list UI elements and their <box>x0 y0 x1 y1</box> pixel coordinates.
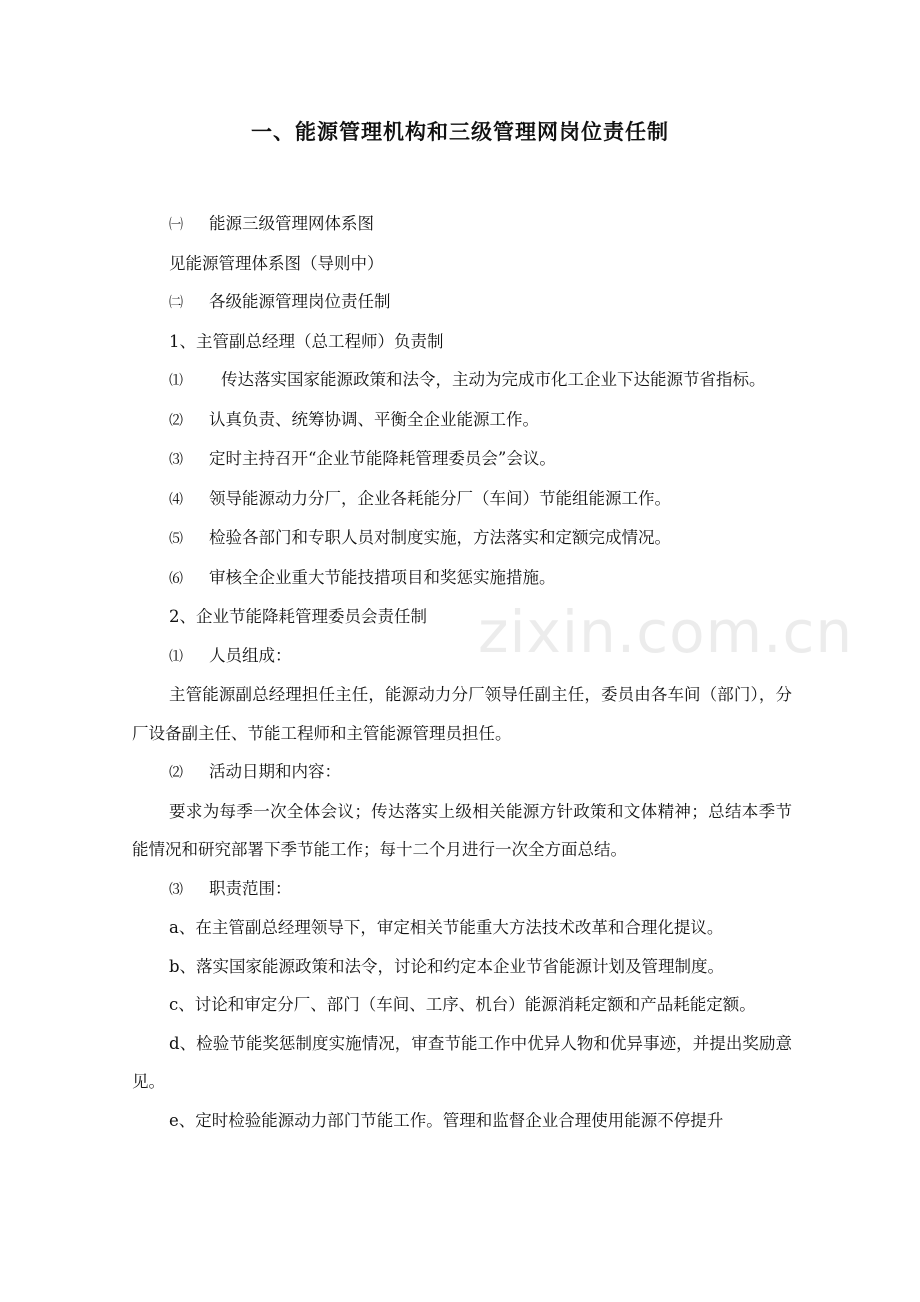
list-item <box>132 753 792 793</box>
subheading: 1、主管副总经理（总工程师）负责制 <box>169 331 444 351</box>
paragraph: 主管能源副总经理担任主任，能源动力分厂领导任副主任，委员由各车间（部门），分厂设备副主任、节能工程师和主管能源管理员担任。 <box>132 685 792 743</box>
item-text: 认真负责、统筹协调、平衡全企业能源工作。 <box>209 409 539 429</box>
item-number: ⑹ <box>169 570 183 587</box>
item-text: 传达落实国家能源政策和法令，主动为完成市化工企业下达能源节省指标。 <box>221 370 766 389</box>
paragraph: e、定时检验能源动力部门节能工作。管理和监督企业合理使用能源不停提升 <box>169 1110 724 1130</box>
item-text: 审核全企业重大节能技措项目和奖惩实施措施。 <box>209 567 556 587</box>
item-number: ⑴ <box>169 648 183 665</box>
document-title: 一、能源管理机构和三级管理网岗位责任制 <box>251 120 669 144</box>
watermark: zixin.com.cn <box>478 598 854 666</box>
list-item <box>132 870 792 910</box>
item-number: ⑵ <box>169 412 183 429</box>
paragraph: d、检验节能奖惩制度实施情况，审查节能工作中优异人物和优异事迹，并提出奖励意见。 <box>132 1033 792 1091</box>
item-text: 检验各部门和专职人员对制度实施，方法落实和定额完成情况。 <box>209 528 671 547</box>
document-body <box>132 205 792 1140</box>
item-number: ⑶ <box>169 881 183 898</box>
section-marker: ㈠ <box>169 217 183 233</box>
item-number: ⑴ <box>169 373 183 389</box>
item-number: ⑵ <box>169 765 183 781</box>
item-number: ⑷ <box>169 491 183 508</box>
item-text: 领导能源动力分厂，企业各耗能分厂（车间）节能组能源工作。 <box>209 488 671 508</box>
item-number: ⑶ <box>169 452 183 468</box>
item-text: 职责范围： <box>209 878 292 898</box>
paragraph: a、在主管副总经理领导下，审定相关节能重大方法技术改革和合理化提议。 <box>169 918 724 937</box>
paragraph: b、落实国家能源政策和法令，讨论和约定本企业节省能源计划及管理制度。 <box>169 956 725 976</box>
list-item <box>132 637 792 677</box>
list-item <box>132 361 792 401</box>
section-heading-text: 各级能源管理岗位责任制 <box>209 292 391 311</box>
item-text: 定时主持召开“企业节能降耗管理委员会”会议。 <box>209 449 556 468</box>
list-item <box>132 440 792 480</box>
list-item <box>132 480 792 520</box>
paragraph: c、讨论和审定分厂、部门（车间、工序、机台）能源消耗定额和产品耗能定额。 <box>169 995 756 1014</box>
section-heading-2 <box>132 283 792 323</box>
item-text: 活动日期和内容： <box>209 762 341 781</box>
section-heading-text: 能源三级管理网体系图 <box>209 214 374 233</box>
section-marker: ㈡ <box>169 295 183 311</box>
subheading: 2、企业节能降耗管理委员会责任制 <box>169 607 427 626</box>
item-text: 人员组成： <box>209 645 292 665</box>
list-item <box>132 559 792 599</box>
section-heading-1 <box>132 205 792 245</box>
list-item <box>132 401 792 441</box>
item-number: ⑸ <box>169 531 183 547</box>
list-item <box>132 519 792 559</box>
paragraph: 要求为每季一次全体会议；传达落实上级相关能源方针政策和文体精神；总结本季节能情况和研究部署下季节能工作；每十二个月进行一次全方面总结。 <box>132 801 792 859</box>
paragraph: 见能源管理体系图（导则中） <box>169 253 384 273</box>
